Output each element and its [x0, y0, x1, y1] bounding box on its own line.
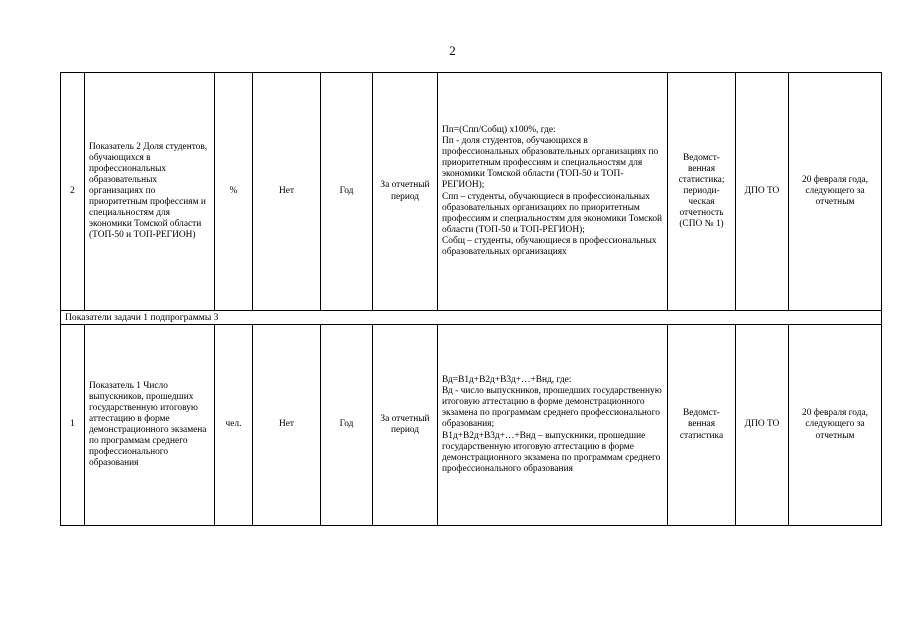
timing-cell: За отчетный период: [373, 325, 438, 526]
source-cell: Ведомст- венная статистика; периоди- ческая отчетность (СПО № 1): [668, 73, 736, 311]
page-number: 2: [449, 43, 456, 58]
timing-cell: За отчетный период: [373, 73, 438, 311]
section-header: Показатели задачи 1 подпрограммы 3: [61, 311, 882, 325]
unit-cell: %: [215, 73, 253, 311]
table-row: [61, 325, 882, 526]
responsible-cell: ДПО ТО: [736, 325, 789, 526]
section-header-row: [61, 311, 882, 325]
deadline-cell: 20 февраля года, следующего за отчетным: [789, 325, 882, 526]
row-number: 2: [61, 73, 85, 311]
value-cell: Нет: [253, 325, 321, 526]
indicator-name: Показатель 2 Доля студентов, обучающихся в профессиональных образовательных организациях по приоритетным профессиям и специальностям для экономики Томской области (ТОП-50 и ТОП-РЕГИОН): [85, 73, 215, 311]
formula-cell: Вд=В1д+В2д+В3д+…+Внд, где: Вд - число выпускников, прошедших государственную итоговую аттестацию в форме демонстрационного экзамена по программам среднего профессионального образования; В1д+В2д+В3д+…+Внд – выпускники, прошедшие государственную итоговую аттестацию в форме демонстрационного экзамена по программам среднего профессионального образования: [438, 325, 668, 526]
indicator-name: Показатель 1 Число выпускников, прошедших государственную итоговую аттестацию в форме демонстрационного экзамена по программам среднего профессионального образования: [85, 325, 215, 526]
value-cell: Нет: [253, 73, 321, 311]
formula-cell: Пп=(Спп/Собщ) х100%, где: Пп - доля студентов, обучающихся в профессиональных образовательных организациях по приоритетным профессиям и специальностям для экономики Томской области (ТОП-50 и ТОП-РЕГИОН); Спп – студенты, обучающиеся в профессиональных образовательных организациях по приоритетным профессиям и специальностям для экономики Томской области (ТОП-50 и ТОП-РЕГИОН); Собщ – студенты, обучающиеся в профессиональных образовательных организациях: [438, 73, 668, 311]
responsible-cell: ДПО ТО: [736, 73, 789, 311]
period-cell: Год: [321, 325, 373, 526]
deadline-cell: 20 февраля года, следующего за отчетным: [789, 73, 882, 311]
period-cell: Год: [321, 73, 373, 311]
indicators-table: [60, 72, 882, 526]
row-number: 1: [61, 325, 85, 526]
unit-cell: чел.: [215, 325, 253, 526]
table-row: [61, 73, 882, 311]
source-cell: Ведомст- венная статистика: [668, 325, 736, 526]
